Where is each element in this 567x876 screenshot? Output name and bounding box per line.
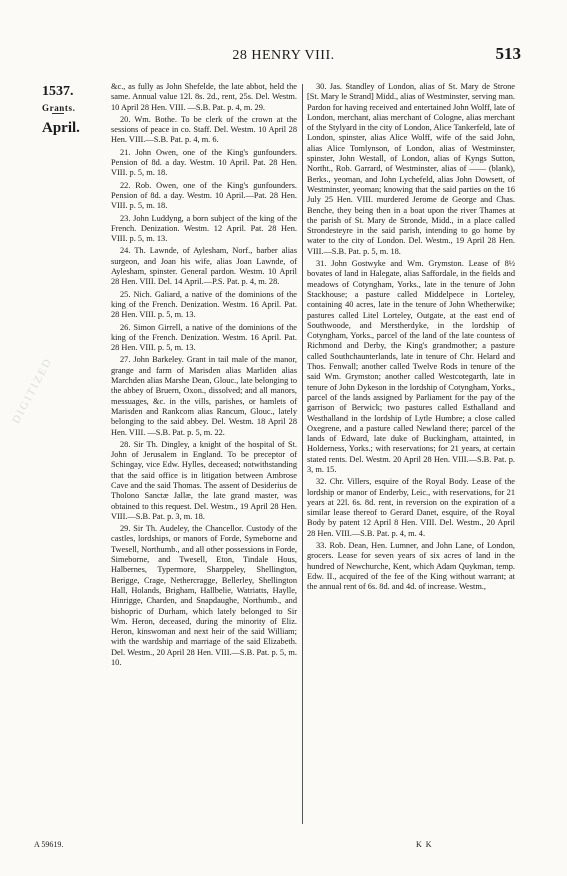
- printer-signature: A 59619.: [34, 840, 64, 849]
- entry-paragraph: 20. Wm. Bothe. To be clerk of the crown at the sessions of peace in co. Staff. Del. Westm. 10 April 28 Hen. VIII.—S.B. Pat. p. 4, m. 6.: [111, 114, 297, 145]
- entry-paragraph: 30. Jas. Standley of London, alias of St. Mary de Strone [St. Mary le Strand] Midd., alias of Westminster, serving man. Pardon for having received and entertained John Wolff, late of London, merchant, alias merchant of Cologne, alias merchant of the Stylyard in the city of London, Alice Tankerfeld, late of London, spinster, alias Alice Wolff, wife of the said John, alias Alice Tomlynson, of London, alias of Westminster, spinster, John Westall, of London, alias of Kyngs Sutton, Northt., Rob. Garrard, of Westminster, alias of —— (blank), Berks., yeoman, and John Lychefeld, alias John Dowsett, of Westminster, yeoman; knowing that the said parties on the 16 July 25 Hen. VIII. murdered Jerome de George and Chas. Benche, they being then in a boat upon the river Thames at the parish of St. Mary de Stronde, Midd., in a place called Strondesteyre in the said parish, intending to go home by water to the city of London. Del. Westm., 19 April 28 Hen. VIII.—S.B. Pat. p. 5, m. 18.: [307, 82, 516, 256]
- page-number: 513: [495, 44, 521, 63]
- entry-paragraph: 23. John Luddyng, a born subject of the king of the French. Denization. Westm. 12 April. Pat. 28 Hen. VIII. p. 5, m. 13.: [111, 213, 297, 244]
- margin-year: 1537.: [42, 84, 74, 99]
- entry-paragraph: 21. John Owen, one of the King's gunfounders. Pension of 8d. a day. Westm. 10 April. Pat. 28 Hen. VIII. p. 5, m. 18.: [111, 147, 297, 178]
- margin-rule: [52, 113, 64, 114]
- entry-paragraph: 26. Simon Girrell, a native of the dominions of the king of the French. Denization. Westm. 16 April. Pat. 28 Hen. VIII. p. 5, m. 13.: [111, 322, 297, 353]
- left-column: [111, 82, 297, 670]
- entry-paragraph: 29. Sir Th. Audeley, the Chancellor. Custody of the castles, lordships, or manors of Forde, Symeborne and Twesell, Northumb., and all other possessions in Forde, Simeborne, and Twesell, Eton, Tindale Hous, Halbernes, Typermore, Sharppeley, Shellington, Berigge, Crage, Nethercragge, Bellerley, Shellington Hall, Holands, Brigham, Hallbelie, Watriatts, Haylle, Hinrigge, Charden, and Snapdaughe, Northumb., and bishopric of Durham, which lately belonged to Sir Wm. Heron, deceased, during the minority of Eliz. Heron, kinswoman and next heir of the said William; with the wardship and marriage of the said Elizabeth. Del. Westm., 20 April 28 Hen. VIII.—S.B. Pat. p. 5, m. 10.: [111, 524, 297, 668]
- running-head: [0, 44, 567, 68]
- margin-section: Grants.: [42, 103, 76, 113]
- entry-paragraph: 24. Th. Lawnde, of Aylesham, Norf., barber alias surgeon, and Joan his wife, alias Joan Lawnde, of Aylesham, spinster. General pardon. Westm. 10 April 28 Hen. VIII. Del. 14 April.—P.S. Pat. p. 4, m. 28.: [111, 246, 297, 287]
- watermark-stamp: DIGITIZED: [10, 355, 55, 426]
- column-divider: [302, 84, 303, 824]
- entry-paragraph: 31. John Gostwyke and Wm. Grymston. Lease of 8½ bovates of land in Halegate, alias Saffordale, in the fields and meadows of Cotyngham, Yorks., late in the tenure of John Stackhouse; a pasture called Middelpece in Lorteley, containing 40 acres, late in the tenure of John Whetherwike; pastures called Litel Lorteley, Outgate, at the east end of Southwoode, and Merstherdyke, in the lordship of Cotyngham, Yorks., parcel of the land of the late countess of Richmond and Derby, the King's grandmother; a pasture called Southchaunterlands, late in tenure of Chr. Helard and Thos. Fenwall; another called Twelve Rods in tenure of the said Wm. Grymston; another called Westcotegarth, late in tenure of John Dykeson in the lordship of Cotyngham, Yorks., parcel of the lands assigned by Parliament for the pay of the garrison of Berwick; two pastures called Esthalland and Westhalland in the lordship of Lytle Humbre; a close called Oxegrene, and a pasture called Newland there; parcel of the lands of Edward, late duke of Buckingham, attainted, in Holderness, Yorks.; with reservations; for 21 years, at certain stated rents. Del. Westm. 20 April 28 Hen. VIII.—S.B. Pat. p. 3, m. 15.: [307, 259, 515, 474]
- entry-paragraph: 22. Rob. Owen, one of the King's gunfounders. Pension of 8d. a day. Westm. 10 April.—Pat. 28 Hen. VIII. p. 5, m. 18.: [111, 180, 297, 211]
- entry-paragraph: 33. Rob. Dean, Hen. Lumner, and John Lane, of London, grocers. Lease for seven years of six acres of land in the hundred of Newchurche, Kent, which Adam Quykman, temp. Edw. II., acquired of the fee of the King without warrant; at the annual rent of 6s. 8d. and 4d. of increase. Westm.,: [307, 541, 515, 592]
- page-title: 28 HENRY VIII.: [232, 48, 335, 63]
- entry-paragraph: &c., as fully as John Shefelde, the late abbot, held the same. Annual value 12l. 8s. 2d., rent, 25s. Del. Westm. 10 April 28 Hen. VIII. —S.B. Pat. p. 4, m. 29.: [111, 82, 297, 112]
- right-column: [307, 82, 515, 595]
- signature-mark: K K: [416, 840, 433, 849]
- entry-paragraph: 27. John Barkeley. Grant in tail male of the manor, grange and farm of Marisden alias Marliden alias Marchden alias Marshe Dean, Glouc., late belonging to the abbey of Bruern, Oxon., dissolved; and all manors, messuages, &c. in the vills, parishes, or hamlets of Marisden and Rankcom alias Rancum, Glouc., lately belonging to the said abbey. Del. Westm. 18 April 28 Hen. VIII. —S.B. Pat. p. 5, m. 22.: [111, 355, 297, 437]
- margin-month: April.: [42, 120, 80, 136]
- entry-paragraph: 28. Sir Th. Dingley, a knight of the hospital of St. John of Jerusalem in England. To be preceptor of Schingay, vice Edw. Hylles, deceased; notwithstanding that the said office is in litigation between Ambrose Cave and the said Thomas. The assent of Desiderius de Tholono Sanctæ Jallæ, the late grand master, was obtained to this request. Del. Westm., 19 April 28 Hen. VIII.—S.B. Pat. p. 3, m. 18.: [111, 439, 297, 521]
- entry-paragraph: 25. Nich. Galiard, a native of the dominions of the king of the French. Denization. Westm. 16 April. Pat. 28 Hen. VIII. p. 5, m. 13.: [111, 289, 297, 320]
- entry-paragraph: 32. Chr. Villers, esquire of the Royal Body. Lease of the lordship or manor of Enderby, Leic., with reservations, for 21 years at 22l. 6s. 8d. rent, in reversion on the expiration of a similar lease thereof to Gerard Danet, esquire, of the Royal Body by patent 12 April 8 Hen. VIII. Del. Westm., 20 April 28 Hen. VIII.—S.B. Pat. p. 4, m. 4.: [307, 477, 515, 538]
